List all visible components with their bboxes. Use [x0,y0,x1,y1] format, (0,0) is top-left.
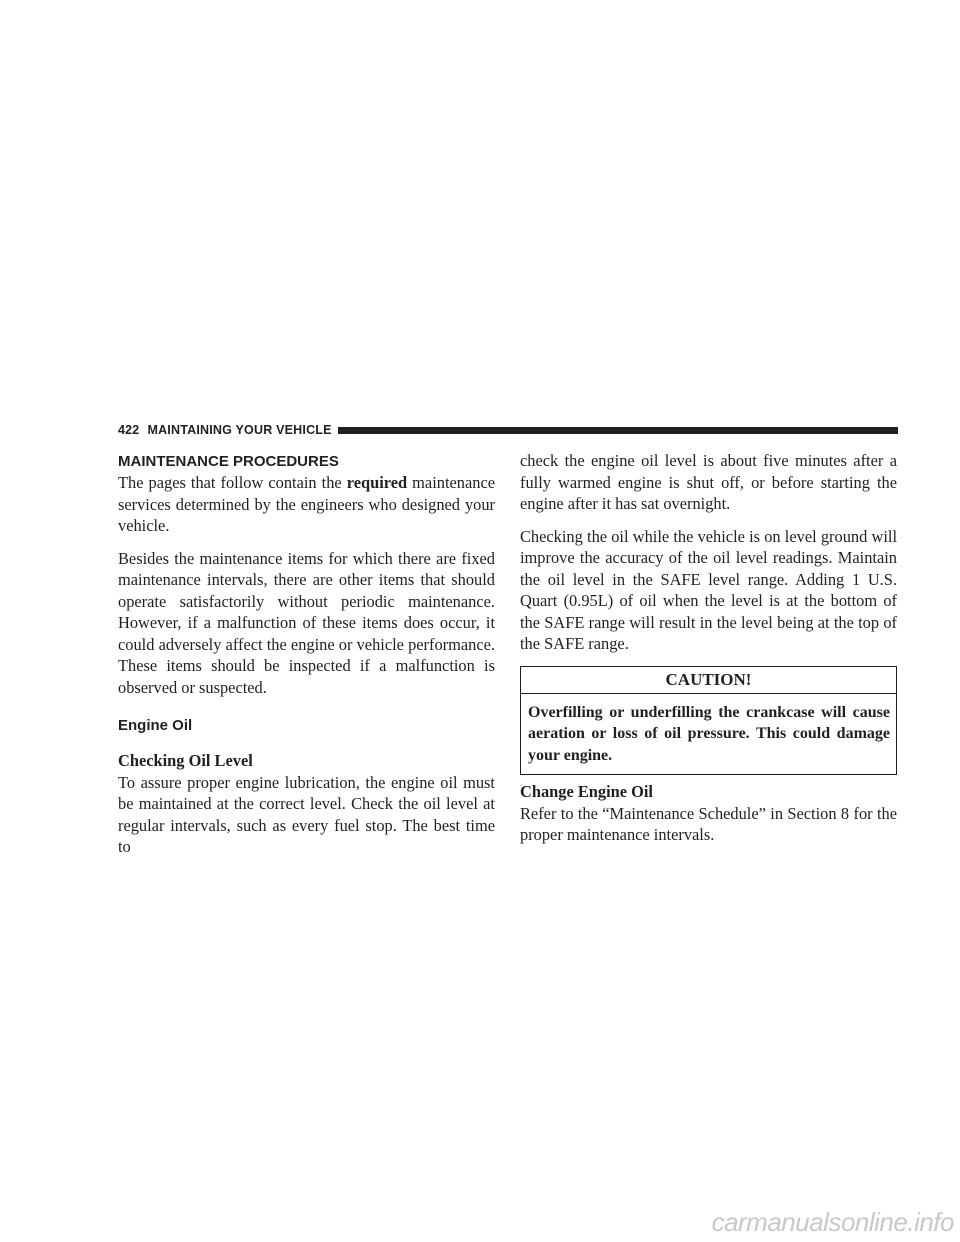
maintenance-procedures-heading: MAINTENANCE PROCEDURES [118,453,339,470]
intro-paragraph: The pages that follow contain the required maintenance services determined by the engineers who designed your vehicle. [118,473,496,535]
oil-check-timing-paragraph: check the engine oil level is about five minutes after a fully warmed engine is shut off, or before starting the engine after it has sat overnight. [520,451,897,513]
oil-level-ground-paragraph: Checking the oil while the vehicle is on level ground will improve the accuracy of the oil level readings. Maintain the oil level in the SAFE level range. Adding 1 U.S. Quart (0.95L) of oil when the level is at the bottom of the SAFE range will result in the level being at the top of the SAFE range. [520,526,897,653]
caution-title: CAUTION! [521,667,896,694]
required-emphasis: required [346,473,408,492]
header-rule [338,427,898,434]
watermark: carmanualsonline.info [711,1207,954,1237]
page-number: 422 [118,423,140,437]
oil-lubrication-paragraph: To assure proper engine lubrication, the engine oil must be maintained at the correct level. Check the oil level at regular intervals, such as every fuel stop. The best time to [118,772,495,856]
engine-oil-heading: Engine Oil [118,717,193,734]
caution-box [520,666,897,776]
page-header [118,422,898,438]
section-title: MAINTAINING YOUR VEHICLE [147,423,332,437]
change-engine-oil-heading: Change Engine Oil [520,782,653,801]
left-column [118,450,495,869]
maintenance-items-paragraph: Besides the maintenance items for which there are fixed maintenance intervals, there are other items that should operate satisfactorily without periodic maintenance. However, if a malfunction of these items does occur, it could adversely affect the engine or vehicle performance. These items should be inspected if a malfunction is observed or suspected. [118,548,495,697]
caution-text: Overfilling or underfilling the crankcase will cause aeration or loss of oil pressure. This could damage your engine. [528,703,890,764]
change-oil-paragraph: Refer to the “Maintenance Schedule” in Section 8 for the proper maintenance intervals. [520,803,897,844]
checking-oil-level-heading: Checking Oil Level [118,751,253,770]
right-column [520,450,897,857]
